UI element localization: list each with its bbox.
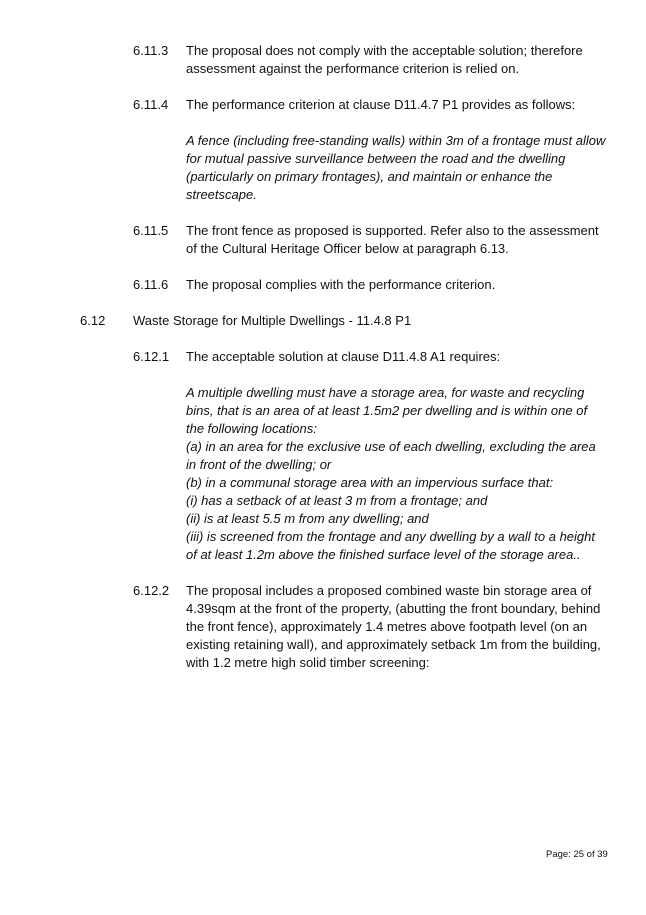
clause-number: 6.11.6 — [133, 277, 169, 292]
quote-line: (b) in a communal storage area with an impervious surface that: — [186, 475, 554, 490]
section-title: Waste Storage for Multiple Dwellings - 11.4.8 P1 — [133, 313, 412, 328]
quote-line: bins, that is an area of at least 1.5m2 per dwelling and is within one of — [186, 403, 588, 418]
quote-line: (particularly on primary frontages), and maintain or enhance the — [186, 169, 553, 184]
quote-line: in front of the dwelling; or — [186, 457, 332, 472]
clause-number: 6.11.3 — [133, 43, 169, 58]
clause-text-line: The front fence as proposed is supported. Refer also to the assessment — [186, 223, 599, 238]
clause-text-line: the front fence), approximately 1.4 metres above footpath level (on an — [186, 619, 588, 634]
clause-number: 6.12.2 — [133, 583, 170, 598]
clause-number: 6.11.4 — [133, 97, 169, 112]
quote-line: for mutual passive surveillance between the road and the dwelling — [186, 151, 566, 166]
quote-line: A multiple dwelling must have a storage area, for waste and recycling — [186, 385, 585, 400]
quote-line: (ii) is at least 5.5 m from any dwelling; and — [186, 511, 429, 526]
section-number: 6.12 — [80, 313, 106, 328]
quote-line: streetscape. — [186, 187, 257, 202]
quote-line: (iii) is screened from the frontage and any dwelling by a wall to a height — [186, 529, 595, 544]
clause-text-line: The proposal does not comply with the acceptable solution; therefore — [186, 43, 583, 58]
clause-text-line: existing retaining wall), and approximately setback 1m from the building, — [186, 637, 601, 652]
clause-text-line: with 1.2 metre high solid timber screening: — [186, 655, 430, 670]
clause-number: 6.12.1 — [133, 349, 170, 364]
page-number: Page: 25 of 39 — [546, 849, 608, 860]
quote-line: of at least 1.2m above the finished surface level of the storage area.. — [186, 547, 581, 562]
clause-text-line: The performance criterion at clause D11.4.7 P1 provides as follows: — [186, 97, 576, 112]
clause-text-line: The proposal complies with the performance criterion. — [186, 277, 496, 292]
clause-number: 6.11.5 — [133, 223, 169, 238]
quote-line: the following locations: — [186, 421, 317, 436]
clause-text-line: The proposal includes a proposed combined waste bin storage area of — [186, 583, 592, 598]
quote-line: (i) has a setback of at least 3 m from a frontage; and — [186, 493, 488, 508]
clause-text-line: 4.39sqm at the front of the property, (abutting the front boundary, behind — [186, 601, 601, 616]
quote-line: (a) in an area for the exclusive use of each dwelling, excluding the area — [186, 439, 596, 454]
quote-line: A fence (including free-standing walls) within 3m of a frontage must allow — [186, 133, 606, 148]
clause-text-line: assessment against the performance criterion is relied on. — [186, 61, 520, 76]
clause-text-line: The acceptable solution at clause D11.4.8 A1 requires: — [186, 349, 501, 364]
clause-text-line: of the Cultural Heritage Officer below at paragraph 6.13. — [186, 241, 509, 256]
